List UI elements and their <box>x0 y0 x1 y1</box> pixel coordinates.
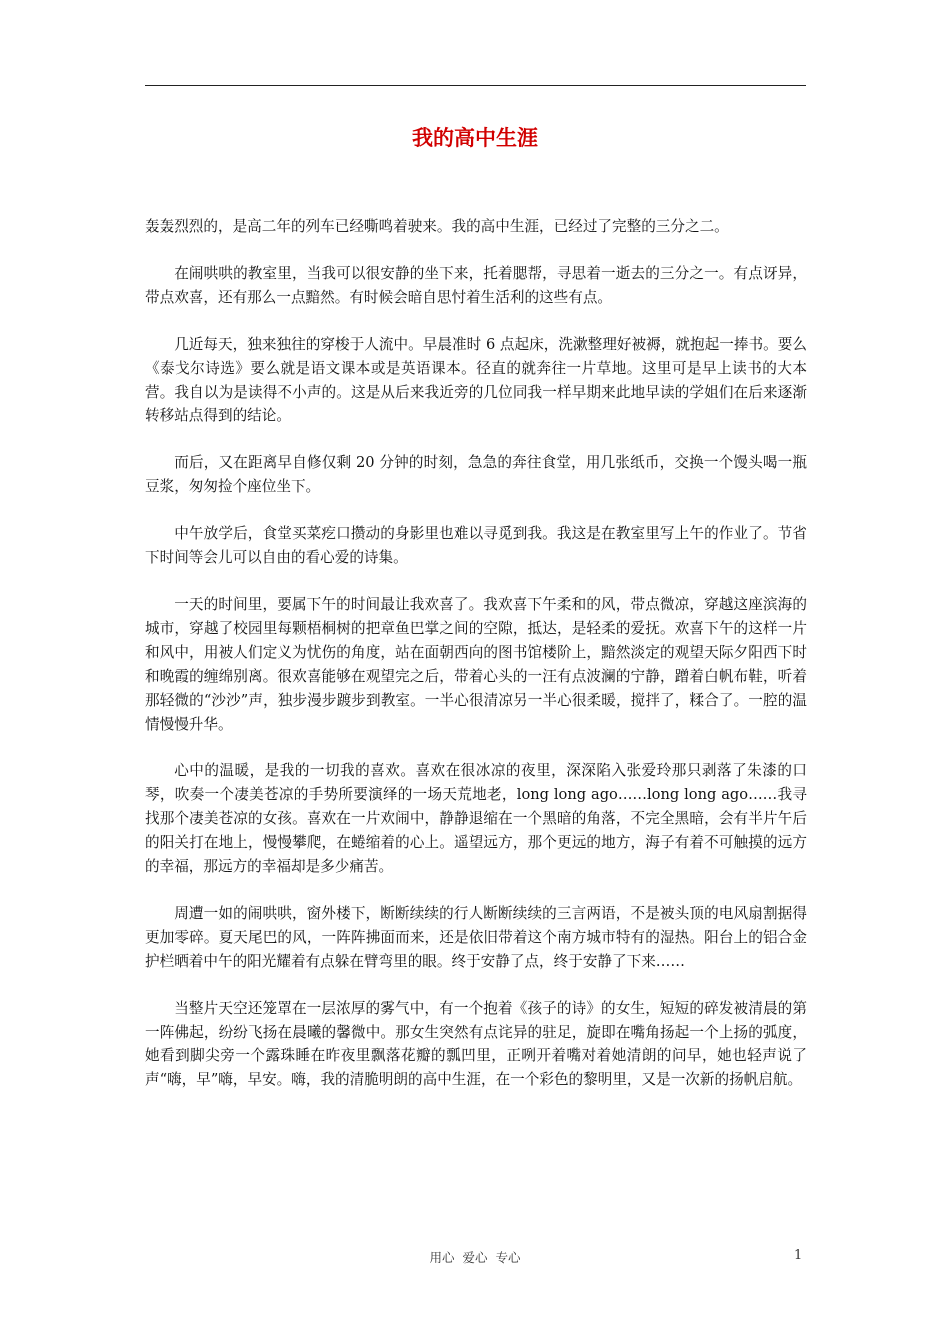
paragraph-1: 轰轰烈烈的，是高二年的列车已经嘶鸣着驶来。我的高中生涯，已经过了完整的三分之二。 <box>145 218 729 235</box>
paragraph-2: 在闹哄哄的教室里，当我可以很安静的坐下来，托着腮帮，寻思着一逝去的三分之一。有点讶异，带点欢喜，还有那么一点黯然。有时候会暗自思忖着生活利的这些有点。 <box>145 264 807 306</box>
paragraph-9: 当整片天空还笼罩在一层浓厚的雾气中，有一个抱着《孩子的诗》的女生，短短的碎发被清晨的第一阵佛起，纷纷飞扬在晨曦的馨微中。那女生突然有点诧异的驻足，旋即在嘴角扬起一个上扬的弧度，她看到脚尖旁一个露珠睡在昨夜里飘落花瓣的瓢凹里，正咧开着嘴对着她清朗的问早，她也轻声说了声“嗨，早”嗨，早安。嗨，我的清脆明朗的高中生涯，在一个彩色的黎明里，又是一次新的扬帆启航。 <box>145 999 807 1089</box>
paragraph-8: 周遭一如的闹哄哄，窗外楼下，断断续续的行人断断续续的三言两语，不是被头顶的电风扇割据得更加零碎。夏天尾巴的风，一阵阵拂面而来，还是依旧带着这个南方城市特有的湿热。阳台上的铝合金护栏晒着中午的阳光耀着有点躲在臂弯里的眼。终于安静了点，终于安静了下来…… <box>145 904 807 970</box>
page-number: 1 <box>794 1248 803 1263</box>
paragraph-4: 而后，又在距离早自修仅剩 20 分钟的时刻，急急的奔往食堂，用几张纸币，交换一个馒头喝一瓶豆浆，匆匆捡个座位坐下。 <box>145 454 807 496</box>
footer-motto: 用心 爱心 专心 <box>429 1250 521 1265</box>
document-body <box>145 215 807 1115</box>
document-title: 我的高中生涯 <box>412 126 538 150</box>
header-rule <box>145 85 806 86</box>
paragraph-7: 心中的温暖，是我的一切我的喜欢。喜欢在很冰凉的夜里，深深陷入张爱玲那只剥落了朱漆的口琴，吹奏一个凄美苍凉的手势所要演绎的一场天荒地老，long long ago……long long ago……我寻找那个凄美苍凉的女孩。喜欢在一片欢闹中，静静退缩在一个黑暗的角落，不完全黑暗，会有半片午后的阳关打在地上，慢慢攀爬，在蜷缩着的心上。遥望远方，那个更远的地方，海子有着不可触摸的远方的幸福，那远方的幸福却是多少痛苦。 <box>145 762 807 876</box>
paragraph-6: 一天的时间里，要属下午的时间最让我欢喜了。我欢喜下午柔和的风，带点微凉，穿越这座滨海的城市，穿越了校园里每颗梧桐树的把章鱼巴掌之间的空隙，抵达，是轻柔的爱抚。欢喜下午的这样一片和风中，用被人们定义为忧伤的角度，站在面朝西向的图书馆楼阶上，黯然淡定的观望天际夕阳西下时和晚霞的缠绵别离。很欢喜能够在观望完之后，带着心头的一汪有点波澜的宁静，蹭着白帆布鞋，听着那轻微的“沙沙”声，独步漫步踱步到教室。一半心很清凉另一半心很柔暖，搅拌了，糅合了。一腔的温情慢慢升华。 <box>145 595 807 733</box>
paragraph-5: 中午放学后，食堂买菜疙口攒动的身影里也难以寻觅到我。我这是在教室里写上午的作业了。节省下时间等会儿可以自由的看心爱的诗集。 <box>145 525 807 567</box>
paragraph-3: 几近每天，独来独往的穿梭于人流中。早晨准时 6 点起床，洗漱整理好被褥，就抱起一捧书。要么《泰戈尔诗选》要么就是语文课本或是英语课本。径直的就奔往一片草地。这里可是早上读书的大本营。我自以为是读得不小声的。这是从后来我近旁的几位同我一样早期来此地早读的学姐们在后来逐渐转移站点得到的结论。 <box>145 335 807 425</box>
